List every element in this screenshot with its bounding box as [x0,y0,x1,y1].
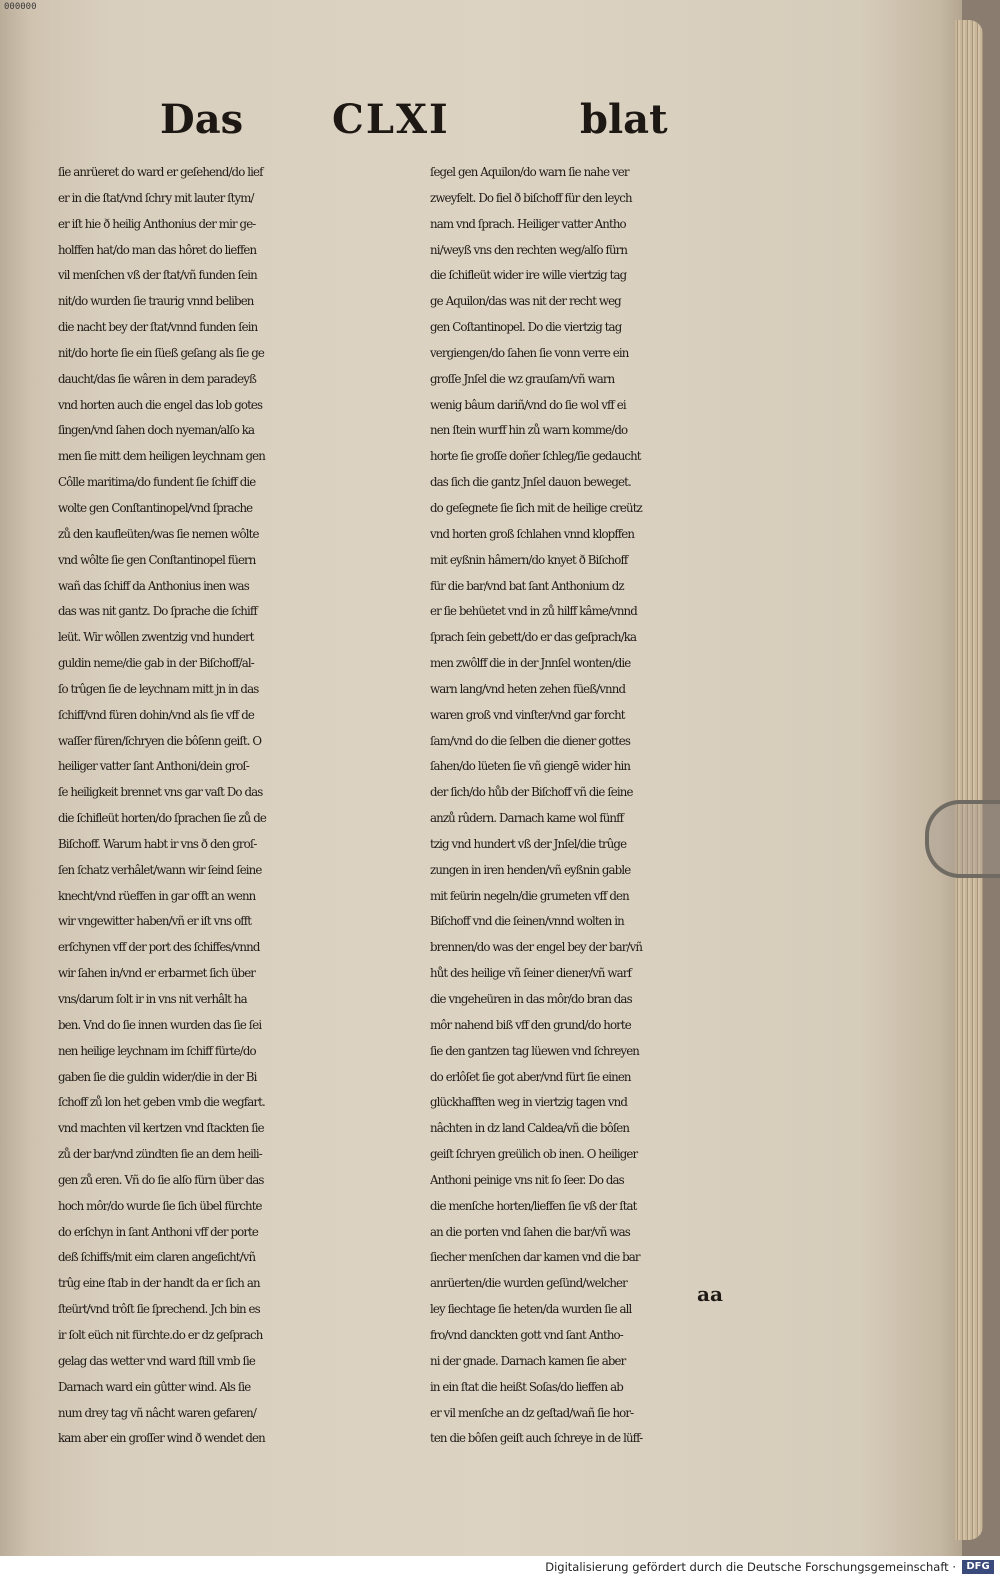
page-clip [925,800,1000,878]
text-line: vns/darum ſolt ir in vns nit verhâlt ha [58,992,247,1006]
text-line: brennen/do was der engel bey der bar/vñ [430,940,643,955]
text-line: ſahen/do lüeten ſie vñ giengē wider hin [430,759,631,774]
text-line: ſen ſchatz verhâlet/wann wir ſeind ſeine [58,862,262,877]
text-line: warn lang/vnd heten zehen füeß/vnnd [430,681,626,696]
signature-mark: aa [697,1282,723,1306]
text-line: die menſche horten/lieffen ſie vß der ſtat [430,1198,637,1213]
text-line: ſe heiligkeit brennet vns gar vaſt Do das [58,785,263,800]
text-line: vnd horten auch die engel das lob gotes [58,397,263,412]
text-line: horte ſie groſſe doñer ſchleg/ſie gedaucht [430,449,641,464]
text-line: vnd wôlte ſie gen Conſtantinopel füern [58,552,256,567]
text-line: gaben ſie die guldin wider/die in der Bi [58,1069,257,1084]
text-line: men ſie mitt dem heiligen leychnam gen [58,449,265,464]
text-line: kam aber ein groſſer wind ð wendet den [58,1431,265,1446]
text-line: ſteürt/vnd trôſt ſie ſprechend. Jch bin es [58,1302,260,1317]
funding-credit: Digitalisierung gefördert durch die Deutsche Forschungsgemeinschaft · [545,1560,956,1574]
header-left: Das [160,96,244,143]
text-line: ni der gnade. Darnach kamen ſie aber [430,1353,626,1368]
text-line: ſegel gen Aquilon/do warn ſie nahe ver [430,165,629,179]
text-line: er in die ſtat/vnd ſchry mit lauter ſtym/ [58,190,254,205]
text-line: ſchoff zů lon het geben vmb die wegfart. [58,1095,265,1110]
text-line: wañ das ſchiff da Anthonius inen was [58,578,249,593]
text-line: gelag das wetter vnd ward ſtill vmb ſie [58,1353,255,1368]
text-line: Biſchoff. Warum habt ir vns ð den groſ- [58,836,257,851]
text-line: wolte gen Conſtantinopel/vnd ſprache [58,500,253,515]
text-line: zů den kaufleüten/was ſie nemen wôlte [58,526,259,541]
text-line: erſchynen vff der port des ſchiffes/vnnd [58,940,260,955]
text-line: holffen hat/do man das hôret do lieffen [58,242,257,257]
text-line: er iſt hie ð heilig Anthonius der mir ge- [58,216,256,231]
text-line: knecht/vnd rüeffen in gar offt an wenn [58,888,256,903]
text-line: daucht/das ſie wâren in dem paradeyß [58,371,256,386]
text-line: waſſer füren/ſchryen die bôſenn geiſt. O [58,733,262,748]
text-line: guldin neme/die gab in der Biſchoff/al- [58,656,254,671]
folio-number: CLXI [332,96,450,143]
left-text-column [58,160,428,1452]
text-line: gen zů eren. Vñ do ſie alſo fürn über das [58,1172,264,1187]
text-line: nâchten in dz land Caldea/vñ die bôſen [430,1121,630,1136]
text-line: anzů rûdern. Darnach kame wol fünff [430,811,624,826]
text-line: nam vnd ſprach. Heiliger vatter Antho [430,216,626,231]
text-line: vnd machten vil kertzen vnd ſtackten ſie [58,1121,264,1136]
text-line: ni/weyß vns den rechten weg/alſo fürn [430,242,628,257]
dfg-logo: DFG [962,1560,994,1574]
text-line: ſprach ſein gebett/do er das geſprach/ka [430,630,637,645]
text-line: do erſchyn in ſant Anthoni vff der porte [58,1224,258,1239]
text-line: vil menſchen vß der ſtat/vñ funden ſein [58,268,257,283]
text-line: heiliger vatter ſant Anthoni/dein groſ- [58,759,249,774]
text-line: nit/do wurden ſie traurig vnnd beliben [58,294,254,309]
text-line: er vil menſche an dz geſtad/wañ ſie hor- [430,1405,634,1420]
text-line: men zwôlff die in der Jnnſel wonten/die [430,656,631,671]
text-line: hoch môr/do wurde ſie ſich übel fürchte [58,1198,262,1213]
text-line: ſie den gantzen tag lüewen vnd ſchreyen [430,1043,639,1058]
text-line: das ſich die gantz Jnſel dauon beweget. [430,475,631,490]
text-line: ley ſiechtage ſie heten/da wurden ſie all [430,1302,632,1317]
text-line: mit feürin negeln/die grumeten vff den [430,888,629,903]
text-line: wenig bâum dariñ/vnd do ſie wol vff ei [430,397,626,412]
text-line: ſie anrüeret do ward er geſehend/do lief [58,165,263,179]
text-line: môr nahend biß vff den grund/do horte [430,1017,631,1032]
text-line: die ſchifleüt wider ire wille viertzig tag [430,268,627,283]
text-line: ſchiff/vnd füren dohin/vnd als ſie vff de [58,707,254,722]
text-line: wir vngewitter haben/vñ er iſt vns offt [58,914,252,929]
corner-mark: 000000 [4,2,37,12]
text-line: nen ſtein wurff hin zů warn komme/do [430,423,628,438]
text-line: für die bar/vnd bat ſant Anthonium dz [430,578,624,593]
text-line: die vngeheüren in das môr/do bran das [430,992,632,1006]
text-line: do geſegnete ſie ſich mit de heilige creütz [430,500,642,515]
text-line: ir ſolt eüch nit fürchte.do er dz geſprach [58,1327,263,1342]
text-line: gen Coſtantinopel. Do die viertzig tag [430,320,622,335]
text-line: geiſt ſchryen greülich ob inen. O heiliger [430,1147,638,1162]
text-line: num drey tag vñ nâcht waren gefaren/ [58,1405,256,1420]
text-line: die ſchifleüt horten/do ſprachen ſie zů de [58,811,266,826]
text-line: das was nit gantz. Do ſprache die ſchiff [58,604,257,619]
text-line: vnd horten groß ſchlahen vnnd klopffen [430,526,635,541]
right-text-column [430,160,800,1452]
text-line: an die porten vnd ſahen die bar/vñ was [430,1224,630,1239]
text-line: Côlle maritima/do fundent ſie ſchiff die [58,475,256,490]
text-line: hůt des heilige vñ ſeiner diener/vñ warf [430,966,631,981]
text-line: leüt. Wir wôllen zwentzig vnd hundert [58,630,254,645]
text-line: do erlôſet ſie got aber/vnd fürt ſie einen [430,1069,631,1084]
text-line: er ſie behüetet vnd in zů hilff kâme/vnnd [430,604,637,619]
text-line: zungen in iren henden/vñ eyßnin gable [430,862,631,877]
text-line: deß ſchiffs/mit eim claren angeſicht/vñ [58,1250,256,1265]
footer-bar [0,1556,1000,1579]
text-line: glückhafften weg in viertzig tagen vnd [430,1095,627,1110]
text-line: vergiengen/do ſahen ſie vonn verre ein [430,345,629,360]
page-edges [955,20,983,1540]
text-line: trûg eine ſtab in der handt da er ſich an [58,1276,260,1291]
text-line: ſo trûgen ſie de leychnam mitt jn in das [58,681,259,696]
text-line: ſiecher menſchen dar kamen vnd die bar [430,1250,640,1265]
text-line: ge Aquilon/das was nit der recht weg [430,294,621,309]
text-line: ſingen/vnd ſahen doch nyeman/alſo ka [58,423,255,438]
text-line: ben. Vnd do ſie innen wurden das ſie ſei [58,1017,262,1032]
text-line: Biſchoff vnd die ſeinen/vnnd wolten in [430,914,624,929]
text-line: Darnach ward ein gûtter wind. Als ſie [58,1379,251,1394]
text-line: fro/vnd danckten gott vnd ſant Antho- [430,1327,623,1342]
text-line: anrüerten/die wurden geſünd/welcher [430,1276,627,1291]
text-line: tzig vnd hundert vß der Jnſel/die trûge [430,836,627,851]
text-line: nit/do horte ſie ein ſüeß geſang als ſie ge [58,345,264,360]
text-line: die nacht bey der ſtat/vnnd funden ſein [58,320,258,335]
text-line: zweyfelt. Do fiel ð biſchoff für den leych [430,190,632,205]
text-line: der ſich/do hůb der Biſchoff vñ die ſeine [430,785,633,800]
text-line: mit eyßnin hâmern/do knyet ð Biſchoff [430,552,628,567]
page-header [160,96,668,148]
text-line: groſſe Jnſel die wz grauſam/vñ warn [430,371,615,386]
text-line: wir ſahen in/vnd er erbarmet ſich über [58,966,256,981]
text-line: in ein ſtat die heißt Soſas/do lieffen ab [430,1379,623,1394]
text-line: ſam/vnd do die ſelben die diener gottes [430,733,630,748]
text-line: zů der bar/vnd zündten ſie an dem heili- [58,1147,262,1162]
text-line: nen heilige leychnam im ſchiff fürte/do [58,1043,256,1058]
header-right: blat [580,96,668,143]
text-line: waren groß vnd vinſter/vnd gar forcht [430,707,625,722]
text-line: ten die bôſen geiſt auch ſchreye in de lüff- [430,1431,643,1446]
text-line: Anthoni peinige vns nit ſo ſeer. Do das [430,1172,624,1187]
